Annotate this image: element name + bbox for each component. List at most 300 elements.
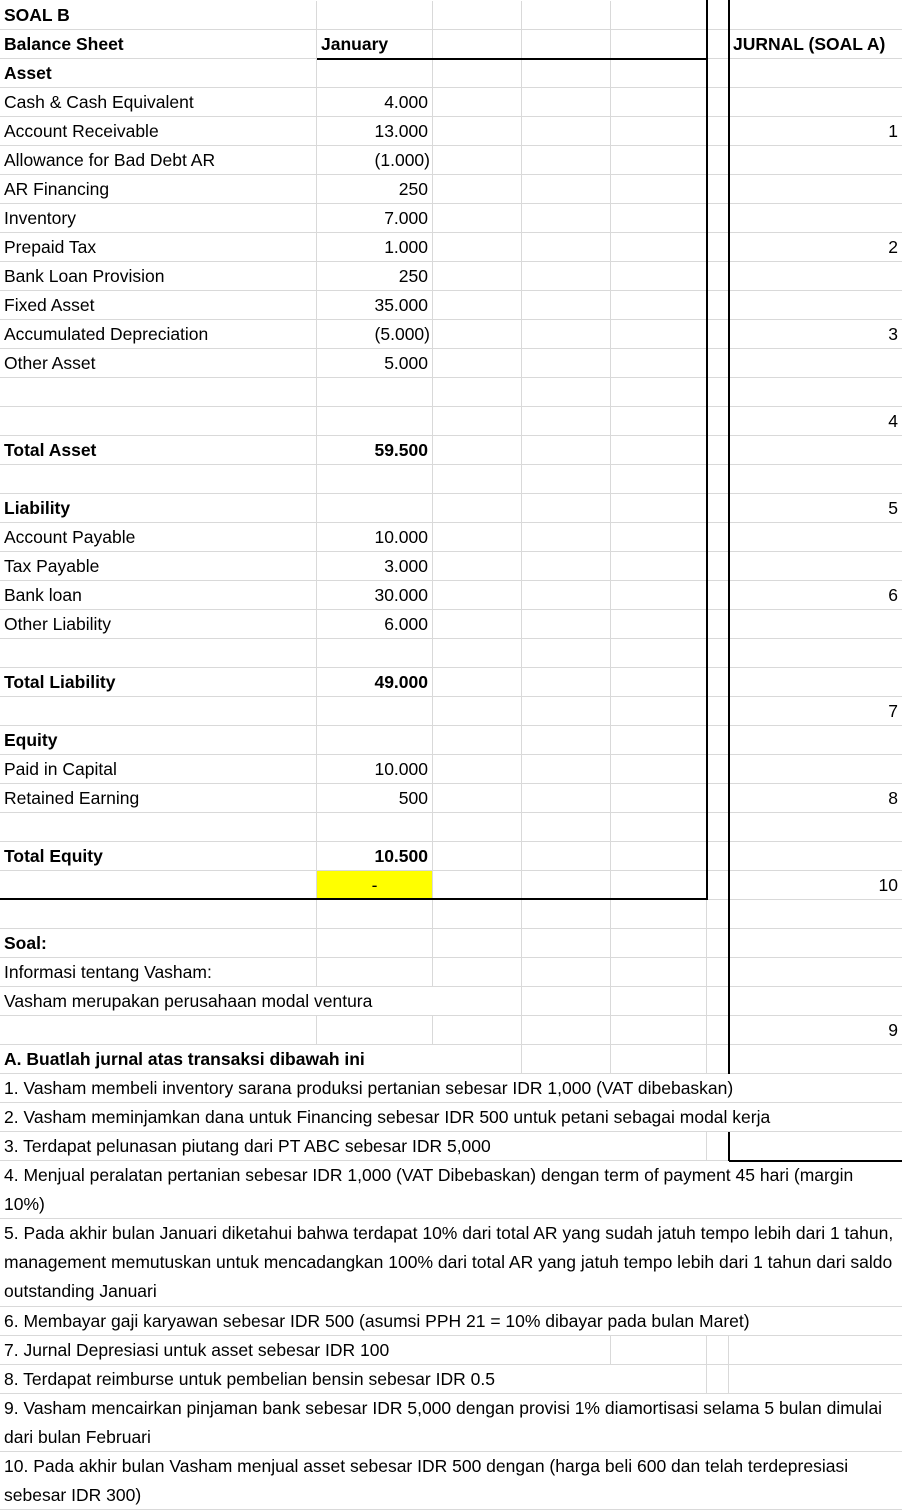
info-label-row bbox=[0, 958, 902, 987]
cell[interactable] bbox=[707, 842, 729, 870]
header-underline bbox=[317, 58, 707, 60]
cell[interactable] bbox=[0, 900, 317, 928]
cell[interactable] bbox=[317, 813, 433, 841]
question-text[interactable]: 5. Pada akhir bulan Januari diketahui bahwa terdapat 10% dari total AR yang sudah jatuh tempo lebih dari 1 tahun, management memutuskan untuk mencadangkan 100% dari total AR yang jatuh tempo lebih dari 1 tahun dari saldo outstanding Januari bbox=[0, 1219, 902, 1306]
row-blank bbox=[0, 407, 902, 436]
cell[interactable] bbox=[522, 1016, 611, 1044]
cell[interactable] bbox=[0, 407, 317, 435]
cell[interactable] bbox=[317, 726, 433, 754]
row-blank bbox=[0, 639, 902, 668]
question-text[interactable]: 10. Pada akhir bulan Vasham menjual asset sebesar IDR 500 dengan (harga beli 600 dan telah terdepresiasi sebesar IDR 300) bbox=[0, 1452, 902, 1509]
cell[interactable] bbox=[522, 1, 611, 29]
asset-row bbox=[0, 117, 902, 146]
question-text[interactable]: 2. Vasham meminjamkan dana untuk Financing sebesar IDR 500 untuk petani sebagai modal kerja bbox=[0, 1103, 902, 1131]
cell[interactable] bbox=[522, 639, 611, 667]
question-text[interactable]: 8. Terdapat reimburse untuk pembelian bensin sebesar IDR 0.5 bbox=[0, 1365, 611, 1393]
cell[interactable] bbox=[522, 784, 611, 812]
cell[interactable] bbox=[522, 871, 611, 899]
cell[interactable] bbox=[729, 88, 902, 116]
cell[interactable] bbox=[611, 436, 707, 464]
cell[interactable] bbox=[522, 320, 611, 348]
equity-label[interactable]: Retained Earning bbox=[0, 784, 317, 812]
cell[interactable] bbox=[522, 262, 611, 290]
question-item bbox=[0, 1365, 902, 1394]
cell[interactable] bbox=[729, 610, 902, 638]
cell[interactable] bbox=[729, 175, 902, 203]
cell[interactable] bbox=[729, 726, 902, 754]
liability-label[interactable]: Tax Payable bbox=[0, 552, 317, 580]
question-item bbox=[0, 1074, 902, 1103]
cell[interactable] bbox=[729, 1132, 902, 1160]
cell[interactable] bbox=[0, 1016, 317, 1044]
cell[interactable] bbox=[522, 378, 611, 406]
cell[interactable] bbox=[433, 523, 522, 551]
period-label[interactable]: January bbox=[317, 30, 433, 58]
cell[interactable] bbox=[707, 262, 729, 290]
cell[interactable] bbox=[433, 494, 522, 522]
cell[interactable] bbox=[611, 552, 707, 580]
cell[interactable] bbox=[611, 726, 707, 754]
asset-label[interactable]: Cash & Cash Equivalent bbox=[0, 88, 317, 116]
journal-number[interactable]: 2 bbox=[888, 237, 898, 257]
cell[interactable] bbox=[611, 291, 707, 319]
cell[interactable] bbox=[729, 900, 902, 928]
cell[interactable] bbox=[433, 552, 522, 580]
cell[interactable] bbox=[522, 900, 611, 928]
cell[interactable] bbox=[433, 407, 522, 435]
cell[interactable] bbox=[707, 929, 729, 957]
cell[interactable] bbox=[729, 436, 902, 464]
journal-number[interactable]: 10 bbox=[878, 875, 898, 895]
cell[interactable] bbox=[433, 842, 522, 870]
cell[interactable] bbox=[317, 900, 433, 928]
cell[interactable] bbox=[611, 1045, 707, 1073]
cell[interactable] bbox=[611, 581, 707, 609]
cell[interactable] bbox=[317, 378, 433, 406]
cell[interactable] bbox=[433, 755, 522, 783]
cell[interactable] bbox=[433, 291, 522, 319]
cell[interactable] bbox=[433, 813, 522, 841]
journal-number[interactable]: 5 bbox=[888, 498, 898, 518]
cell[interactable] bbox=[707, 813, 729, 841]
cell[interactable] bbox=[729, 378, 902, 406]
sheet-title[interactable]: SOAL B bbox=[0, 1, 317, 29]
cell[interactable] bbox=[707, 1045, 729, 1073]
cell[interactable] bbox=[611, 175, 707, 203]
cell[interactable] bbox=[707, 900, 729, 928]
cell[interactable] bbox=[707, 349, 729, 377]
cell[interactable] bbox=[433, 668, 522, 696]
cell[interactable] bbox=[522, 146, 611, 174]
cell[interactable] bbox=[522, 552, 611, 580]
total-equity-label[interactable]: Total Equity bbox=[0, 842, 317, 870]
cell[interactable] bbox=[729, 987, 902, 1015]
cell[interactable] bbox=[522, 610, 611, 638]
row-blank bbox=[0, 1016, 902, 1045]
cell[interactable] bbox=[611, 523, 707, 551]
cell[interactable] bbox=[707, 175, 729, 203]
cell[interactable] bbox=[707, 726, 729, 754]
liability-section-label[interactable]: Liability bbox=[0, 494, 317, 522]
cell[interactable] bbox=[522, 1045, 611, 1073]
asset-label[interactable]: Fixed Asset bbox=[0, 291, 317, 319]
asset-label[interactable]: Bank Loan Provision bbox=[0, 262, 317, 290]
cell[interactable] bbox=[522, 494, 611, 522]
liability-value[interactable]: 3.000 bbox=[317, 552, 433, 580]
cell[interactable] bbox=[729, 1336, 902, 1364]
cell[interactable] bbox=[433, 581, 522, 609]
cell[interactable] bbox=[707, 204, 729, 232]
asset-label[interactable]: Prepaid Tax bbox=[0, 233, 317, 261]
cell[interactable] bbox=[433, 88, 522, 116]
cell[interactable] bbox=[729, 291, 902, 319]
cell[interactable] bbox=[729, 349, 902, 377]
cell[interactable] bbox=[317, 929, 433, 957]
cell[interactable] bbox=[522, 523, 611, 551]
cell[interactable] bbox=[433, 1016, 522, 1044]
journal-number[interactable]: 9 bbox=[888, 1020, 898, 1040]
asset-label[interactable]: Other Asset bbox=[0, 349, 317, 377]
balance-sheet-label[interactable]: Balance Sheet bbox=[0, 30, 317, 58]
cell[interactable] bbox=[707, 407, 729, 435]
cell[interactable] bbox=[522, 581, 611, 609]
journal-bottom-border bbox=[729, 1160, 902, 1162]
asset-section-label[interactable]: Asset bbox=[0, 59, 317, 87]
asset-value[interactable]: 1.000 bbox=[317, 233, 433, 261]
journal-number[interactable]: 8 bbox=[888, 788, 898, 808]
cell[interactable] bbox=[611, 30, 707, 58]
cell[interactable] bbox=[433, 784, 522, 812]
cell[interactable] bbox=[522, 987, 611, 1015]
journal-number[interactable]: 4 bbox=[888, 411, 898, 431]
cell[interactable] bbox=[522, 291, 611, 319]
asset-value[interactable]: 13.000 bbox=[317, 117, 433, 145]
cell[interactable] bbox=[611, 900, 707, 928]
liability-label[interactable]: Bank loan bbox=[0, 581, 317, 609]
cell[interactable] bbox=[707, 784, 729, 812]
cell[interactable] bbox=[433, 697, 522, 725]
cell[interactable] bbox=[522, 842, 611, 870]
cell[interactable] bbox=[0, 465, 317, 493]
asset-value[interactable]: (1.000) bbox=[317, 146, 433, 174]
journal-number[interactable]: 6 bbox=[888, 585, 898, 605]
cell[interactable] bbox=[611, 204, 707, 232]
info-text-row bbox=[0, 987, 902, 1016]
cell[interactable] bbox=[433, 900, 522, 928]
cell[interactable] bbox=[707, 668, 729, 696]
cell[interactable] bbox=[317, 639, 433, 667]
cell[interactable] bbox=[707, 552, 729, 580]
cell[interactable] bbox=[522, 813, 611, 841]
cell[interactable] bbox=[522, 175, 611, 203]
cell[interactable] bbox=[611, 958, 707, 986]
cell[interactable] bbox=[707, 958, 729, 986]
cell[interactable] bbox=[729, 1045, 902, 1073]
liability-value[interactable]: 6.000 bbox=[317, 610, 433, 638]
cell[interactable] bbox=[611, 88, 707, 116]
cell[interactable] bbox=[433, 117, 522, 145]
cell[interactable] bbox=[317, 59, 433, 87]
asset-value[interactable]: 250 bbox=[317, 262, 433, 290]
asset-value[interactable]: 7.000 bbox=[317, 204, 433, 232]
cell[interactable] bbox=[707, 1336, 729, 1364]
question-text[interactable]: 1. Vasham membeli inventory sarana produksi pertanian sebesar IDR 1,000 (VAT dibebaskan) bbox=[0, 1074, 902, 1102]
cell[interactable] bbox=[611, 349, 707, 377]
cell[interactable] bbox=[707, 581, 729, 609]
cell[interactable] bbox=[317, 494, 433, 522]
cell[interactable] bbox=[611, 1, 707, 29]
cell[interactable] bbox=[611, 233, 707, 261]
cell[interactable] bbox=[611, 813, 707, 841]
cell[interactable] bbox=[729, 262, 902, 290]
question-text[interactable]: 3. Terdapat pelunasan piutang dari PT ABC sebesar IDR 5,000 bbox=[0, 1132, 608, 1160]
cell[interactable] bbox=[611, 987, 707, 1015]
task-title[interactable]: A. Buatlah jurnal atas transaksi dibawah ini bbox=[0, 1045, 428, 1073]
cell[interactable] bbox=[729, 813, 902, 841]
liability-value[interactable]: 30.000 bbox=[317, 581, 433, 609]
cell[interactable] bbox=[611, 1132, 707, 1160]
cell[interactable] bbox=[729, 842, 902, 870]
cell[interactable] bbox=[611, 465, 707, 493]
cell[interactable] bbox=[433, 929, 522, 957]
cell[interactable] bbox=[522, 465, 611, 493]
equity-value[interactable]: 10.000 bbox=[317, 755, 433, 783]
cell[interactable] bbox=[433, 175, 522, 203]
row-blank bbox=[0, 697, 902, 726]
cell[interactable] bbox=[707, 436, 729, 464]
equity-label[interactable]: Paid in Capital bbox=[0, 755, 317, 783]
cell[interactable] bbox=[433, 378, 522, 406]
cell[interactable] bbox=[611, 378, 707, 406]
cell[interactable] bbox=[611, 668, 707, 696]
total-liability-label[interactable]: Total Liability bbox=[0, 668, 317, 696]
liability-label[interactable]: Account Payable bbox=[0, 523, 317, 551]
cell[interactable] bbox=[707, 1016, 729, 1044]
total-asset-value[interactable]: 59.500 bbox=[317, 436, 433, 464]
journal-left-border bbox=[728, 0, 730, 1074]
total-liability-row bbox=[0, 668, 902, 697]
info-label[interactable]: Informasi tentang Vasham: bbox=[0, 958, 317, 986]
cell[interactable] bbox=[729, 639, 902, 667]
cell[interactable] bbox=[707, 1, 729, 29]
cell[interactable] bbox=[317, 407, 433, 435]
cell[interactable] bbox=[522, 726, 611, 754]
cell[interactable] bbox=[611, 407, 707, 435]
cell[interactable] bbox=[707, 465, 729, 493]
total-asset-label[interactable]: Total Asset bbox=[0, 436, 317, 464]
cell[interactable] bbox=[707, 871, 729, 899]
cell[interactable] bbox=[707, 697, 729, 725]
cell[interactable] bbox=[522, 668, 611, 696]
total-liability-value[interactable]: 49.000 bbox=[317, 668, 433, 696]
cell[interactable] bbox=[433, 262, 522, 290]
asset-value[interactable]: 4.000 bbox=[317, 88, 433, 116]
cell[interactable] bbox=[707, 233, 729, 261]
cell[interactable] bbox=[522, 407, 611, 435]
liability-row bbox=[0, 523, 902, 552]
cell[interactable] bbox=[707, 1365, 729, 1393]
cell[interactable] bbox=[433, 871, 522, 899]
cell[interactable] bbox=[611, 117, 707, 145]
cell[interactable] bbox=[0, 871, 317, 899]
cell[interactable] bbox=[317, 1, 433, 29]
cell[interactable] bbox=[433, 610, 522, 638]
equity-row bbox=[0, 784, 902, 813]
cell[interactable] bbox=[522, 1336, 611, 1364]
task-title-row bbox=[0, 1045, 902, 1074]
cell[interactable] bbox=[433, 204, 522, 232]
cell[interactable] bbox=[611, 59, 707, 87]
cell[interactable] bbox=[433, 436, 522, 464]
soal-label[interactable]: Soal: bbox=[0, 929, 317, 957]
asset-label[interactable]: Accumulated Depreciation bbox=[0, 320, 317, 348]
journal-title[interactable]: JURNAL (SOAL A) bbox=[733, 34, 886, 54]
balance-check-value[interactable]: - bbox=[317, 871, 433, 899]
equity-section-label[interactable]: Equity bbox=[0, 726, 317, 754]
cell[interactable] bbox=[707, 291, 729, 319]
cell[interactable] bbox=[707, 88, 729, 116]
cell[interactable] bbox=[611, 697, 707, 725]
cell[interactable] bbox=[0, 378, 317, 406]
asset-value[interactable]: (5.000) bbox=[317, 320, 433, 348]
cell[interactable] bbox=[729, 465, 902, 493]
asset-row bbox=[0, 291, 902, 320]
cell[interactable] bbox=[317, 1016, 433, 1044]
liability-value[interactable]: 10.000 bbox=[317, 523, 433, 551]
question-text[interactable]: 4. Menjual peralatan pertanian sebesar IDR 1,000 (VAT Dibebaskan) dengan term of payment 45 hari (margin 10%) bbox=[0, 1161, 902, 1218]
cell[interactable] bbox=[729, 1, 902, 29]
cell[interactable] bbox=[522, 958, 611, 986]
cell[interactable] bbox=[729, 146, 902, 174]
cell[interactable] bbox=[317, 697, 433, 725]
cell[interactable] bbox=[611, 1365, 707, 1393]
journal-left-border-lower bbox=[728, 1132, 730, 1161]
cell[interactable] bbox=[433, 1045, 522, 1073]
question-text[interactable]: 6. Membayar gaji karyawan sebesar IDR 500 (asumsi PPH 21 = 10% dibayar pada bulan Maret) bbox=[0, 1307, 902, 1335]
cell[interactable] bbox=[707, 30, 729, 58]
asset-label[interactable]: AR Financing bbox=[0, 175, 317, 203]
total-equity-value[interactable]: 10.500 bbox=[317, 842, 433, 870]
cell[interactable] bbox=[707, 755, 729, 783]
question-text[interactable]: 7. Jurnal Depresiasi untuk asset sebesar IDR 100 bbox=[0, 1336, 522, 1364]
cell[interactable] bbox=[611, 146, 707, 174]
asset-label[interactable]: Allowance for Bad Debt AR bbox=[0, 146, 317, 174]
cell[interactable] bbox=[522, 755, 611, 783]
cell[interactable] bbox=[707, 378, 729, 406]
cell[interactable] bbox=[729, 929, 902, 957]
cell[interactable] bbox=[729, 958, 902, 986]
cell[interactable] bbox=[433, 59, 522, 87]
cell[interactable] bbox=[522, 117, 611, 145]
cell[interactable] bbox=[729, 523, 902, 551]
cell[interactable] bbox=[611, 842, 707, 870]
asset-value[interactable]: 35.000 bbox=[317, 291, 433, 319]
asset-row bbox=[0, 349, 902, 378]
journal-number[interactable]: 3 bbox=[888, 324, 898, 344]
cell[interactable] bbox=[522, 929, 611, 957]
cell[interactable] bbox=[433, 1, 522, 29]
cell[interactable] bbox=[707, 146, 729, 174]
cell[interactable] bbox=[433, 639, 522, 667]
cell[interactable] bbox=[522, 204, 611, 232]
cell[interactable] bbox=[433, 320, 522, 348]
cell[interactable] bbox=[611, 639, 707, 667]
cell[interactable] bbox=[729, 1365, 902, 1393]
cell[interactable] bbox=[0, 639, 317, 667]
cell[interactable] bbox=[317, 465, 433, 493]
cell[interactable] bbox=[729, 668, 902, 696]
question-item bbox=[0, 1103, 902, 1132]
cell[interactable] bbox=[729, 552, 902, 580]
cell[interactable] bbox=[611, 610, 707, 638]
cell[interactable] bbox=[611, 262, 707, 290]
cell[interactable] bbox=[611, 784, 707, 812]
cell[interactable] bbox=[433, 146, 522, 174]
cell[interactable] bbox=[522, 233, 611, 261]
cell[interactable] bbox=[707, 610, 729, 638]
cell[interactable] bbox=[707, 117, 729, 145]
equity-value[interactable]: 500 bbox=[317, 784, 433, 812]
asset-label[interactable]: Inventory bbox=[0, 204, 317, 232]
asset-label[interactable]: Account Receivable bbox=[0, 117, 317, 145]
cell[interactable] bbox=[433, 987, 522, 1015]
cell[interactable] bbox=[611, 755, 707, 783]
journal-number[interactable]: 7 bbox=[888, 701, 898, 721]
journal-number[interactable]: 1 bbox=[888, 121, 898, 141]
row-blank bbox=[0, 378, 902, 407]
cell[interactable] bbox=[522, 436, 611, 464]
cell[interactable] bbox=[707, 523, 729, 551]
question-item bbox=[0, 1394, 902, 1452]
cell[interactable] bbox=[522, 697, 611, 725]
cell[interactable] bbox=[611, 1336, 707, 1364]
question-text[interactable]: 9. Vasham mencairkan pinjaman bank sebesar IDR 5,000 dengan provisi 1% diamortisasi selama 5 bulan dimulai dari bulan Februari bbox=[0, 1394, 902, 1451]
cell[interactable] bbox=[611, 929, 707, 957]
cell[interactable] bbox=[611, 320, 707, 348]
liability-section-row bbox=[0, 494, 902, 523]
cell[interactable] bbox=[0, 697, 317, 725]
asset-value[interactable]: 5.000 bbox=[317, 349, 433, 377]
cell[interactable] bbox=[433, 465, 522, 493]
cell[interactable] bbox=[611, 1016, 707, 1044]
cell[interactable] bbox=[707, 320, 729, 348]
cell[interactable] bbox=[433, 30, 522, 58]
cell[interactable] bbox=[707, 987, 729, 1015]
cell[interactable] bbox=[729, 755, 902, 783]
cell[interactable] bbox=[433, 349, 522, 377]
cell[interactable] bbox=[729, 204, 902, 232]
cell[interactable] bbox=[611, 494, 707, 522]
cell[interactable] bbox=[611, 871, 707, 899]
cell[interactable] bbox=[0, 813, 317, 841]
cell[interactable] bbox=[522, 59, 611, 87]
cell[interactable] bbox=[707, 639, 729, 667]
cell[interactable] bbox=[433, 958, 522, 986]
cell[interactable] bbox=[433, 233, 522, 261]
cell[interactable] bbox=[707, 1132, 729, 1160]
cell[interactable] bbox=[433, 726, 522, 754]
cell[interactable] bbox=[707, 494, 729, 522]
asset-value[interactable]: 250 bbox=[317, 175, 433, 203]
cell[interactable] bbox=[522, 88, 611, 116]
info-text[interactable]: Vasham merupakan perusahaan modal ventura bbox=[0, 987, 433, 1015]
cell[interactable] bbox=[317, 958, 433, 986]
cell[interactable] bbox=[522, 349, 611, 377]
cell[interactable] bbox=[707, 59, 729, 87]
liability-label[interactable]: Other Liability bbox=[0, 610, 317, 638]
cell[interactable] bbox=[729, 59, 902, 87]
cell[interactable] bbox=[522, 30, 611, 58]
